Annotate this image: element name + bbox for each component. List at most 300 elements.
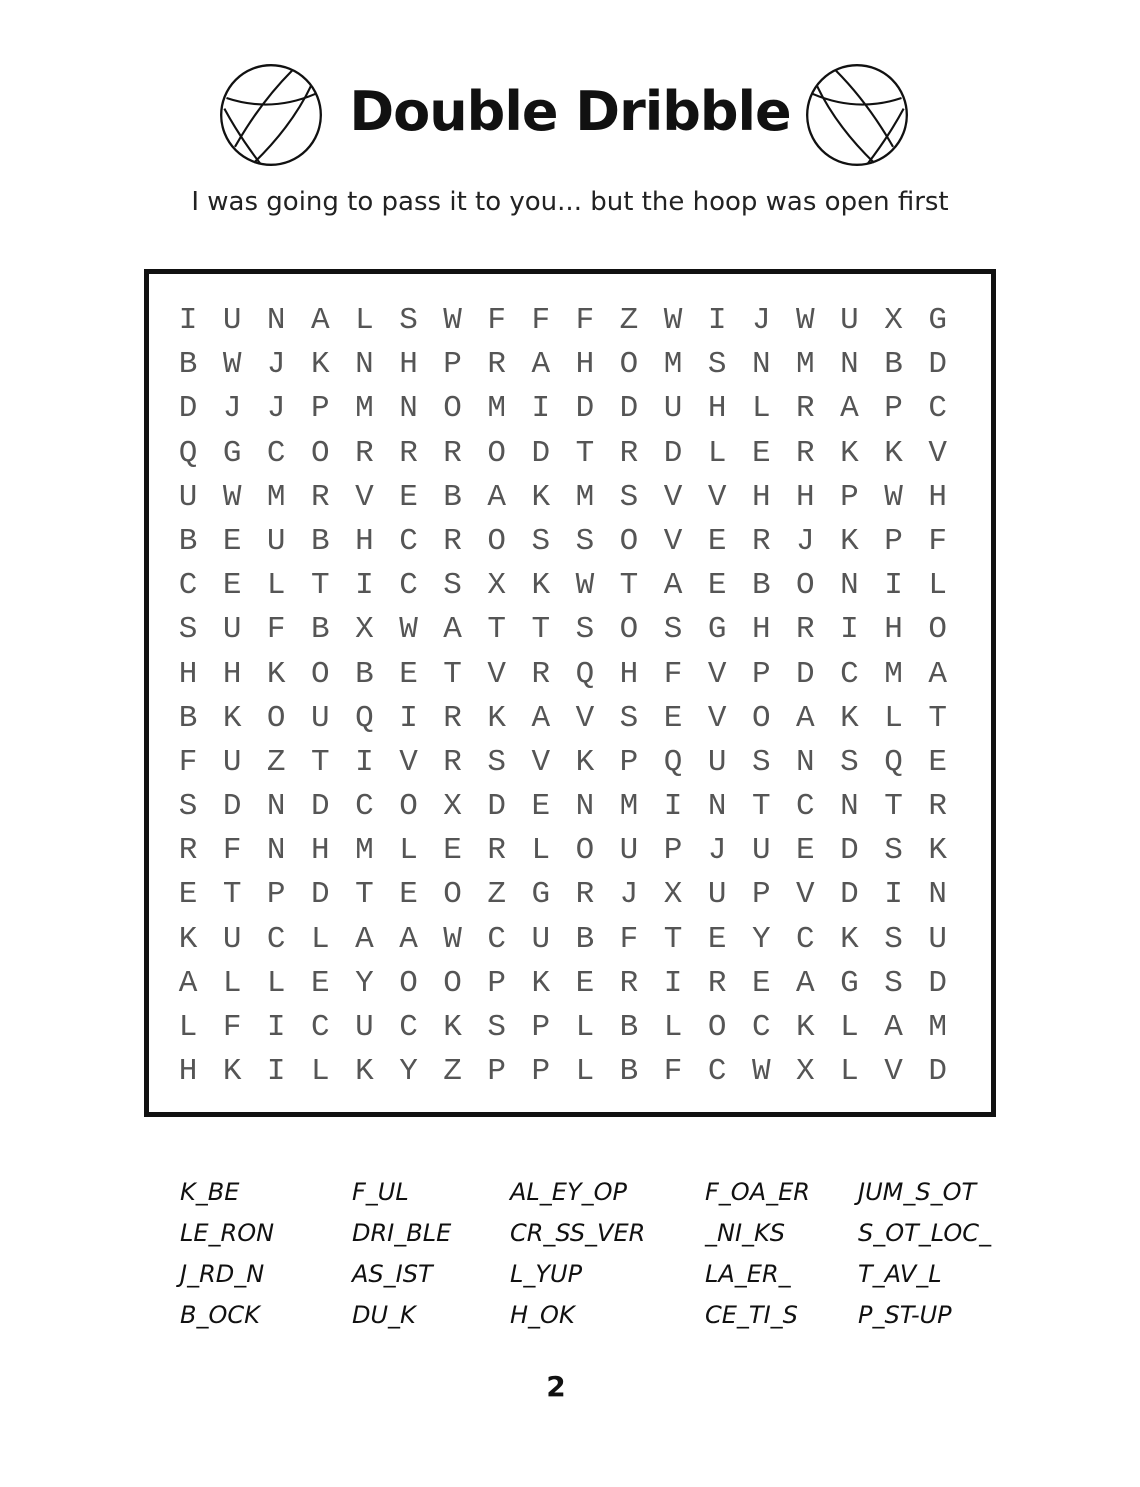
- grid-letter: E: [751, 435, 771, 471]
- grid-letter: O: [928, 612, 947, 648]
- grid-letter: U: [619, 833, 639, 869]
- grid-letter: K: [222, 1054, 242, 1090]
- grid-letter: Q: [178, 435, 198, 471]
- grid-letter: R: [928, 789, 947, 825]
- grid-letter: T: [928, 700, 947, 736]
- clue-word: B_OCK: [180, 1301, 260, 1329]
- grid-letter: E: [707, 523, 727, 559]
- grid-letter: K: [487, 700, 506, 736]
- page-subtitle: I was going to pass it to you... but the hoop was open first: [191, 187, 949, 217]
- grid-letter: R: [619, 435, 639, 471]
- grid-letter: L: [311, 921, 330, 957]
- grid-letter: H: [884, 612, 903, 648]
- grid-letter: O: [399, 965, 418, 1001]
- grid-letter: H: [178, 656, 198, 692]
- grid-letter: E: [707, 921, 727, 957]
- grid-letter: Q: [575, 656, 595, 692]
- grid-letter: I: [884, 877, 903, 913]
- grid-letter: O: [487, 435, 506, 471]
- grid-letter: N: [399, 391, 418, 427]
- grid-letter: K: [840, 523, 859, 559]
- grid-letter: W: [575, 568, 595, 604]
- grid-letter: G: [840, 965, 859, 1001]
- grid-letter: L: [751, 391, 771, 427]
- grid-letter: A: [399, 921, 418, 957]
- clue-word: CE_TI_S: [705, 1301, 798, 1329]
- grid-letter: W: [443, 303, 462, 338]
- grid-letter: L: [222, 965, 242, 1001]
- grid-letter: F: [663, 656, 683, 692]
- grid-letter: O: [266, 700, 286, 736]
- grid-letter: F: [575, 303, 595, 338]
- grid-letter: D: [222, 789, 242, 825]
- grid-letter: W: [222, 479, 242, 515]
- grid-letter: O: [443, 965, 462, 1001]
- grid-letter: T: [575, 435, 595, 471]
- grid-letter: H: [178, 1054, 198, 1090]
- grid-letter: B: [311, 523, 330, 559]
- grid-letter: A: [796, 700, 815, 736]
- grid-letter: O: [619, 612, 639, 648]
- grid-letter: L: [178, 1010, 198, 1045]
- grid-letter: K: [928, 833, 947, 869]
- grid-letter: S: [884, 921, 903, 957]
- grid-letter: V: [796, 877, 815, 913]
- grid-letter: R: [796, 391, 815, 427]
- grid-letter: F: [266, 612, 286, 648]
- letter-grid: [166, 299, 960, 1094]
- grid-letter: E: [222, 523, 242, 559]
- grid-letter: S: [884, 833, 903, 869]
- clue-word: F_OA_ER: [705, 1178, 810, 1206]
- grid-letter: I: [355, 744, 374, 780]
- grid-letter: J: [707, 833, 727, 869]
- grid-letter: A: [487, 479, 506, 515]
- grid-letter: L: [311, 1054, 330, 1090]
- grid-letter: E: [928, 744, 947, 780]
- grid-letter: X: [443, 789, 462, 825]
- grid-letter: J: [266, 347, 286, 383]
- grid-letter: U: [222, 612, 242, 648]
- page-number: 2: [546, 1370, 566, 1403]
- grid-letter: A: [840, 391, 859, 427]
- grid-letter: X: [796, 1054, 815, 1090]
- grid-letter: R: [751, 523, 771, 559]
- grid-letter: K: [311, 347, 330, 383]
- grid-letter: C: [355, 789, 374, 825]
- grid-letter: V: [487, 656, 506, 692]
- grid-letter: U: [751, 833, 771, 869]
- clue-word: AL_EY_OP: [510, 1178, 627, 1206]
- grid-letter: R: [399, 435, 418, 471]
- grid-letter: H: [399, 347, 418, 383]
- grid-letter: T: [487, 612, 506, 648]
- grid-letter: E: [531, 789, 551, 825]
- grid-letter: Q: [663, 744, 683, 780]
- grid-letter: J: [222, 391, 242, 427]
- grid-letter: C: [751, 1010, 771, 1045]
- grid-letter: E: [575, 965, 595, 1001]
- grid-letter: O: [399, 789, 418, 825]
- grid-letter: C: [928, 391, 947, 427]
- grid-letter: E: [399, 656, 418, 692]
- grid-letter: C: [487, 921, 506, 957]
- grid-letter: C: [399, 1010, 418, 1045]
- grid-letter: B: [355, 656, 374, 692]
- grid-letter: Z: [266, 744, 286, 780]
- grid-letter: C: [399, 568, 418, 604]
- grid-letter: W: [399, 612, 418, 648]
- grid-letter: W: [751, 1054, 771, 1090]
- grid-letter: U: [840, 303, 859, 338]
- grid-letter: E: [751, 965, 771, 1001]
- grid-letter: S: [751, 744, 771, 780]
- grid-letter: R: [355, 435, 374, 471]
- grid-letter: O: [311, 435, 330, 471]
- grid-letter: K: [178, 921, 198, 957]
- grid-letter: T: [531, 612, 551, 648]
- grid-letter: W: [884, 479, 903, 515]
- grid-letter: D: [619, 391, 639, 427]
- grid-letter: L: [707, 435, 727, 471]
- grid-letter: N: [266, 789, 286, 825]
- grid-letter: N: [266, 303, 286, 338]
- grid-letter: P: [663, 833, 683, 869]
- grid-letter: M: [266, 479, 286, 515]
- grid-letter: P: [487, 965, 506, 1001]
- grid-letter: N: [707, 789, 727, 825]
- grid-letter: L: [575, 1054, 595, 1090]
- grid-letter: A: [355, 921, 374, 957]
- grid-letter: D: [311, 877, 330, 913]
- clue-word: LE_RON: [180, 1219, 275, 1247]
- grid-letter: K: [796, 1010, 815, 1045]
- grid-letter: S: [487, 1010, 506, 1045]
- grid-letter: S: [707, 347, 727, 383]
- grid-letter: X: [487, 568, 506, 604]
- grid-letter: H: [928, 479, 947, 515]
- grid-letter: D: [531, 435, 551, 471]
- grid-letter: U: [222, 744, 242, 780]
- grid-letter: I: [266, 1054, 286, 1090]
- grid-letter: J: [266, 391, 286, 427]
- grid-letter: S: [884, 965, 903, 1001]
- grid-letter: X: [663, 877, 683, 913]
- word-column: [858, 1172, 991, 1336]
- grid-letter: N: [751, 347, 771, 383]
- grid-letter: O: [443, 391, 462, 427]
- grid-letter: R: [443, 744, 462, 780]
- grid-letter: D: [840, 833, 859, 869]
- grid-letter: D: [663, 435, 683, 471]
- grid-letter: N: [575, 789, 595, 825]
- grid-letter: U: [355, 1010, 374, 1045]
- grid-letter: I: [178, 303, 198, 338]
- grid-letter: R: [178, 833, 198, 869]
- grid-letter: B: [178, 523, 198, 559]
- clue-word: T_AV_L: [858, 1260, 942, 1288]
- clue-word: F_UL: [352, 1178, 409, 1206]
- grid-letter: P: [531, 1054, 551, 1090]
- grid-letter: N: [840, 347, 859, 383]
- grid-letter: G: [222, 435, 242, 471]
- grid-letter: H: [311, 833, 330, 869]
- grid-letter: C: [266, 435, 286, 471]
- grid-letter: R: [311, 479, 330, 515]
- grid-letter: H: [575, 347, 595, 383]
- grid-letter: U: [311, 700, 330, 736]
- grid-letter: F: [619, 921, 639, 957]
- grid-letter: O: [487, 523, 506, 559]
- grid-letter: M: [796, 347, 815, 383]
- grid-letter: N: [928, 877, 947, 913]
- grid-letter: L: [531, 833, 551, 869]
- grid-letter: L: [266, 568, 286, 604]
- grid-letter: Z: [619, 303, 639, 338]
- clue-word: J_RD_N: [180, 1260, 265, 1288]
- grid-letter: G: [531, 877, 551, 913]
- grid-letter: R: [707, 965, 727, 1001]
- grid-letter: M: [355, 391, 374, 427]
- grid-letter: U: [707, 877, 727, 913]
- grid-letter: N: [796, 744, 815, 780]
- grid-letter: B: [443, 479, 462, 515]
- clue-word: H_OK: [510, 1301, 575, 1329]
- clue-word: CR_SS_VER: [510, 1219, 646, 1247]
- grid-letter: R: [487, 347, 506, 383]
- grid-letter: E: [663, 700, 683, 736]
- grid-letter: V: [663, 523, 683, 559]
- grid-letter: B: [575, 921, 595, 957]
- clue-word: AS_IST: [352, 1260, 433, 1288]
- grid-letter: A: [796, 965, 815, 1001]
- grid-letter: E: [443, 833, 462, 869]
- grid-letter: S: [619, 479, 639, 515]
- grid-letter: I: [707, 303, 727, 338]
- grid-letter: O: [796, 568, 815, 604]
- grid-letter: B: [619, 1054, 639, 1090]
- clue-word: L_YUP: [510, 1260, 583, 1288]
- grid-letter: K: [575, 744, 595, 780]
- grid-letter: Z: [487, 877, 506, 913]
- grid-letter: O: [311, 656, 330, 692]
- grid-letter: G: [928, 303, 947, 338]
- grid-letter: U: [707, 744, 727, 780]
- grid-letter: P: [751, 656, 771, 692]
- grid-letter: D: [575, 391, 595, 427]
- grid-letter: M: [619, 789, 639, 825]
- grid-letter: B: [311, 612, 330, 648]
- grid-letter: S: [487, 744, 506, 780]
- grid-letter: L: [928, 568, 947, 604]
- grid-letter: F: [222, 833, 242, 869]
- grid-letter: K: [355, 1054, 374, 1090]
- grid-letter: P: [751, 877, 771, 913]
- grid-letter: Y: [355, 965, 374, 1001]
- grid-letter: O: [619, 347, 639, 383]
- grid-letter: N: [840, 568, 859, 604]
- grid-letter: U: [222, 921, 242, 957]
- grid-letter: K: [531, 479, 551, 515]
- grid-letter: Q: [884, 744, 903, 780]
- grid-letter: S: [840, 744, 859, 780]
- grid-letter: T: [443, 656, 462, 692]
- grid-letter: C: [707, 1054, 727, 1090]
- grid-letter: F: [178, 744, 198, 780]
- grid-letter: L: [840, 1054, 859, 1090]
- word-column: [352, 1172, 451, 1336]
- grid-letter: F: [487, 303, 506, 338]
- grid-letter: T: [311, 568, 330, 604]
- grid-letter: W: [663, 303, 683, 338]
- grid-letter: Y: [751, 921, 771, 957]
- grid-letter: S: [399, 303, 418, 338]
- grid-letter: O: [443, 877, 462, 913]
- grid-letter: T: [884, 789, 903, 825]
- grid-letter: P: [619, 744, 639, 780]
- grid-letter: H: [751, 612, 771, 648]
- grid-letter: N: [355, 347, 374, 383]
- grid-letter: S: [575, 612, 595, 648]
- grid-letter: T: [311, 744, 330, 780]
- grid-letter: V: [399, 744, 418, 780]
- grid-letter: L: [266, 965, 286, 1001]
- grid-letter: R: [443, 700, 462, 736]
- grid-letter: D: [928, 347, 947, 383]
- grid-letter: X: [355, 612, 374, 648]
- grid-letter: F: [531, 303, 551, 338]
- grid-letter: W: [222, 347, 242, 383]
- grid-letter: R: [796, 612, 815, 648]
- grid-letter: R: [575, 877, 595, 913]
- grid-letter: J: [751, 303, 771, 338]
- grid-letter: K: [840, 435, 859, 471]
- grid-letter: P: [487, 1054, 506, 1090]
- grid-letter: I: [663, 965, 683, 1001]
- grid-letter: P: [884, 523, 903, 559]
- grid-letter: R: [619, 965, 639, 1001]
- grid-letter: K: [443, 1010, 462, 1045]
- grid-letter: X: [884, 303, 903, 338]
- grid-letter: R: [443, 523, 462, 559]
- grid-letter: T: [222, 877, 242, 913]
- grid-letter: Z: [443, 1054, 462, 1090]
- grid-letter: L: [840, 1010, 859, 1045]
- grid-letter: K: [840, 700, 859, 736]
- grid-letter: B: [178, 347, 198, 383]
- basketball-icon: [804, 62, 910, 168]
- grid-letter: O: [751, 700, 771, 736]
- grid-letter: E: [311, 965, 330, 1001]
- grid-letter: M: [487, 391, 506, 427]
- grid-letter: U: [178, 479, 198, 515]
- grid-letter: E: [399, 877, 418, 913]
- grid-letter: N: [266, 833, 286, 869]
- clue-word: S_OT_LOC_: [858, 1219, 992, 1247]
- grid-letter: D: [928, 1054, 947, 1090]
- grid-letter: F: [928, 523, 947, 559]
- grid-letter: K: [840, 921, 859, 957]
- grid-letter: S: [663, 612, 683, 648]
- grid-letter: A: [178, 965, 198, 1001]
- grid-letter: B: [751, 568, 771, 604]
- grid-letter: U: [266, 523, 286, 559]
- clue-word: DRI_BLE: [352, 1219, 452, 1247]
- grid-letter: M: [884, 656, 903, 692]
- clue-word: DU_K: [352, 1301, 416, 1329]
- grid-letter: V: [663, 479, 683, 515]
- word-column: [705, 1172, 810, 1336]
- grid-letter: I: [355, 568, 374, 604]
- grid-letter: E: [796, 833, 815, 869]
- grid-letter: C: [840, 656, 859, 692]
- grid-letter: E: [178, 877, 198, 913]
- grid-letter: J: [796, 523, 815, 559]
- grid-letter: R: [796, 435, 815, 471]
- grid-letter: L: [399, 833, 418, 869]
- grid-letter: T: [355, 877, 374, 913]
- grid-letter: U: [928, 921, 947, 957]
- grid-letter: D: [487, 789, 506, 825]
- grid-letter: U: [531, 921, 551, 957]
- grid-letter: O: [575, 833, 595, 869]
- grid-letter: T: [663, 921, 683, 957]
- grid-letter: O: [619, 523, 639, 559]
- grid-letter: V: [531, 744, 551, 780]
- grid-letter: P: [266, 877, 286, 913]
- grid-letter: H: [707, 391, 727, 427]
- grid-letter: V: [707, 700, 727, 736]
- grid-letter: L: [884, 700, 903, 736]
- grid-letter: B: [178, 700, 198, 736]
- grid-letter: P: [884, 391, 903, 427]
- grid-letter: A: [884, 1010, 903, 1045]
- grid-letter: H: [751, 479, 771, 515]
- grid-letter: R: [487, 833, 506, 869]
- grid-letter: E: [707, 568, 727, 604]
- grid-letter: S: [575, 523, 595, 559]
- grid-letter: V: [884, 1054, 903, 1090]
- grid-letter: V: [355, 479, 374, 515]
- grid-letter: T: [619, 568, 639, 604]
- grid-letter: M: [928, 1010, 947, 1045]
- grid-letter: C: [796, 921, 815, 957]
- grid-letter: Y: [399, 1054, 418, 1090]
- grid-letter: P: [840, 479, 859, 515]
- grid-letter: H: [222, 656, 242, 692]
- grid-letter: E: [222, 568, 242, 604]
- grid-letter: S: [619, 700, 639, 736]
- grid-letter: C: [796, 789, 815, 825]
- grid-letter: L: [663, 1010, 683, 1045]
- grid-letter: M: [663, 347, 683, 383]
- grid-letter: R: [531, 656, 551, 692]
- clue-word: JUM_S_OT: [858, 1178, 977, 1206]
- clue-word: P_ST-UP: [858, 1301, 952, 1329]
- grid-letter: K: [531, 568, 551, 604]
- grid-letter: J: [619, 877, 639, 913]
- grid-letter: E: [399, 479, 418, 515]
- grid-letter: D: [796, 656, 815, 692]
- grid-letter: C: [178, 568, 198, 604]
- grid-letter: I: [884, 568, 903, 604]
- grid-letter: W: [443, 921, 462, 957]
- grid-letter: L: [575, 1010, 595, 1045]
- grid-letter: M: [575, 479, 595, 515]
- word-column: [510, 1172, 645, 1336]
- grid-letter: W: [796, 303, 815, 338]
- grid-letter: A: [531, 347, 551, 383]
